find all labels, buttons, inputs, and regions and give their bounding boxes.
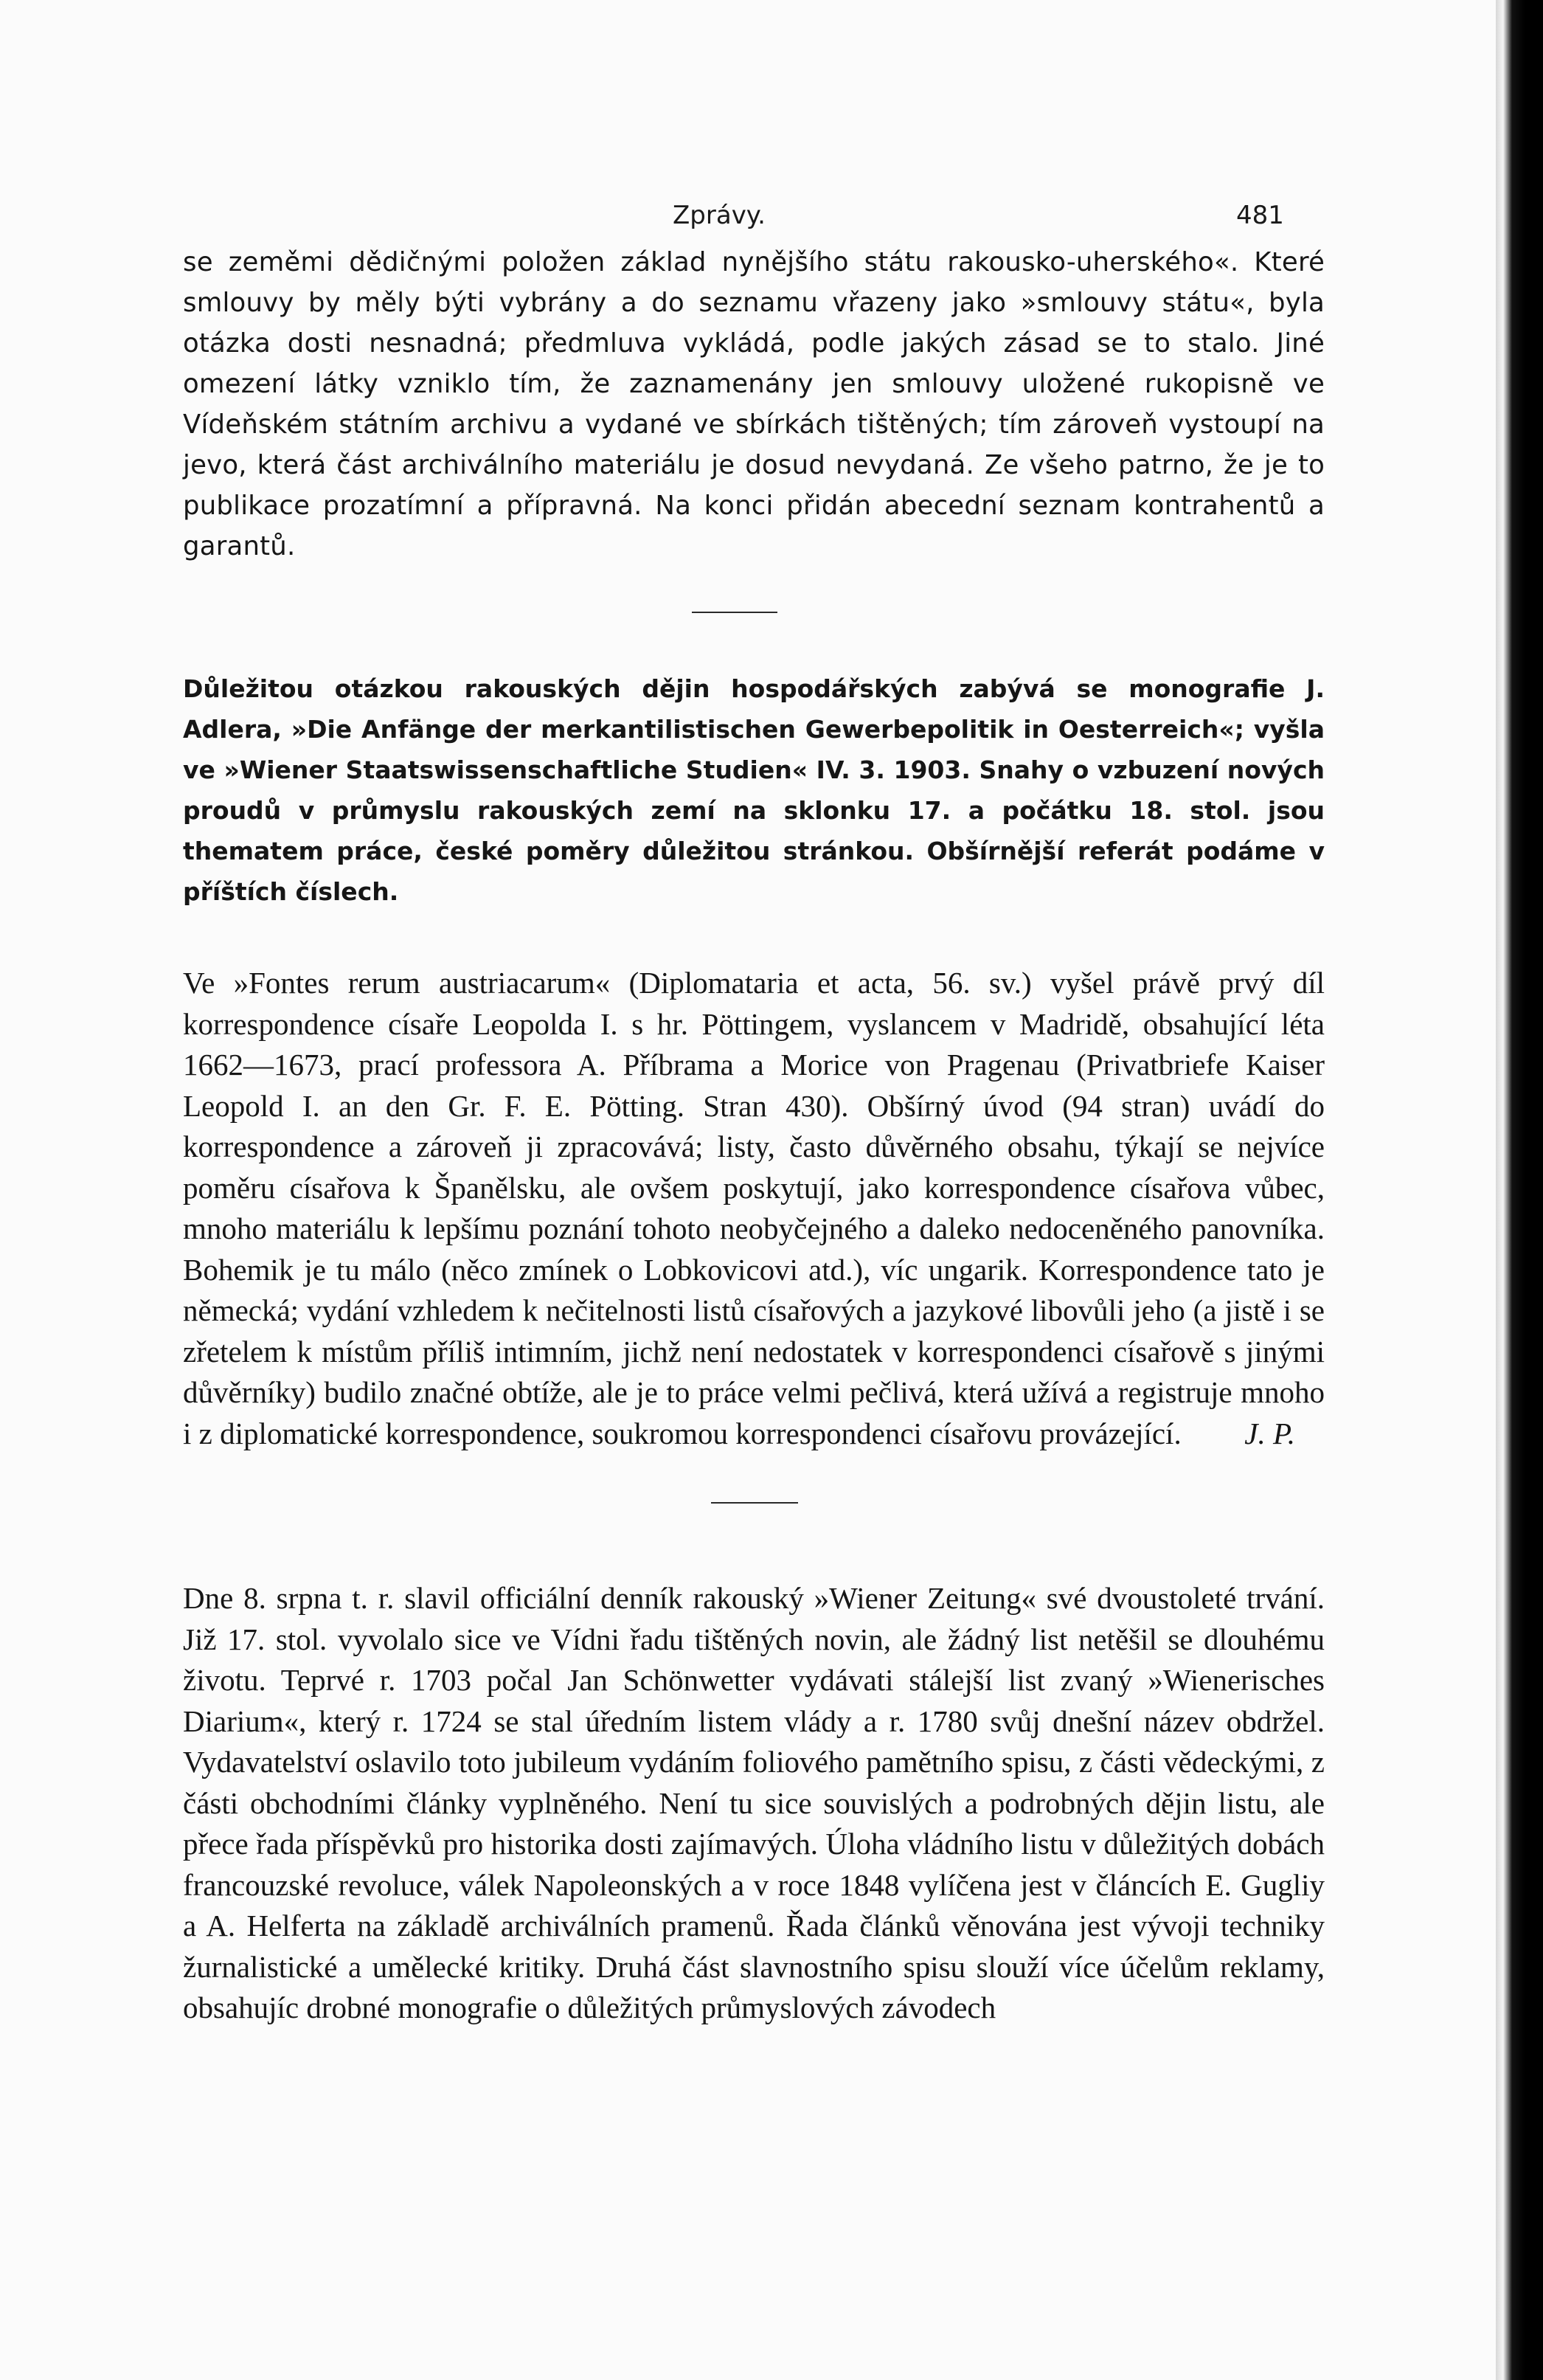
paragraph-adler: Důležitou otázkou rakouských dějin hospodářských zabývá se monografie J. Adlera, »Die Anfänge der merkantilistischen Gewerbepolitik in Oesterreich«; vyšla ve »Wiener Staatswissenschaftliche Studien« IV. 3. 1903. Snahy o vzbuzení nových proudů v průmyslu rakouských zemí na sklonku 17. a počátku 18. stol. jsou thematem práce, české poměry důležitou stránkou. Obšírnější referát podáme v příštích číslech.	[183, 674, 1325, 906]
paragraph-fontes-block	[183, 963, 1325, 1531]
section-divider	[692, 612, 777, 613]
section-title: Zprávy.	[673, 201, 766, 230]
paragraph-intro: se zeměmi dědičnými položen základ nynějšího státu rakousko-uherského«. Které smlouvy by měly býti vybrány a do seznamu vřazeny jako »smlouvy státu«, byla otázka dosti nesnadná; předmluva vykládá, podle jakých zásad se to stalo. Jiné omezení látky vzniklo tím, že zaznamenány jen smlouvy uložené rukopisně ve Vídeňském státním archivu a vydané ve sbírkách tištěných; tím zároveň vystoupí na jevo, která část archiválního materiálu je dosud nevydaná. Ze všeho patrno, že je to publikace prozatímní a přípravná. Na konci přidán abecední seznam kontrahentů a garantů.	[183, 247, 1325, 561]
author-signature: J. P.	[1244, 1416, 1295, 1450]
article-body	[183, 242, 1325, 2029]
page-edge-shadow	[1496, 0, 1543, 2380]
paragraph-fontes: Ve »Fontes rerum austriacarum« (Diplomataria et acta, 56. sv.) vyšel právě prvý díl korrespondence císaře Leopolda I. s hr. Pöttingem, vyslancem v Madridě, obsahující léta 1662—1673, prací professora A. Příbrama a Morice von Pragenau (Privatbriefe Kaiser Leopold I. an den Gr. F. E. Pötting. Stran 430). Obšírný úvod (94 stran) uvádí do korrespondence a zároveň ji zpracovává; listy, často důvěrného obsahu, týkají se nejvíce poměru císařova k Španělsku, ale ovšem poskytují, jako korrespondence císařova vůbec, mnoho materiálu k lepšímu poznání tohoto neobyčejného a daleko nedoceněného panovníka. Bohemik je tu málo (něco zmínek o Lobkovicovi atd.), víc ungarik. Korrespondence tato je německá; vydání vzhledem k nečitelnosti listů císařových a jazykové libovůli jeho (a jistě i se zřetelem k místům příliš intimním, jichž není nedostatek v korrespondenci císařově s jinými důvěrníky) budilo značné obtíže, ale je to práce velmi pečlivá, která užívá a registruje mnoho i z diplomatické korrespondence, soukromou korrespondenci císařovu provázející.	[183, 966, 1325, 1450]
page-number: 481	[1236, 201, 1284, 230]
paragraph-wiener-zeitung: Dne 8. srpna t. r. slavil officiální denník rakouský »Wiener Zeitung« své dvoustoleté trvání. Již 17. stol. vyvolalo sice ve Vídni řadu tištěných novin, ale žádný list netěšil se dlouhému životu. Teprvé r. 1703 počal Jan Schönwetter vydávati stálejší list zvaný »Wienerisches Diarium«, který r. 1724 se stal úředním listem vlády a r. 1780 svůj dnešní název obdržel. Vydavatelství oslavilo toto jubileum vydáním foliového pamětního spisu, z části vědeckými, z části obchodními články vyplněného. Není tu sice souvislých a podrobných dějin listu, ale přece řada příspěvků pro historika dosti zajímavých. Úloha vládního listu v důležitých dobách francouzské revoluce, válek Napoleonských a v roce 1848 vylíčena jest v článcích E. Gugliy a A. Helferta na základě archiválních pramenů. Řada článků věnována jest vývoji techniky žurnalistické a umělecké kritiky. Druhá část slavnostního spisu slouží více účelům reklamy, obsahujíc drobné monografie o důležitých průmyslových závodech	[183, 1581, 1325, 2024]
section-divider	[711, 1502, 798, 1504]
